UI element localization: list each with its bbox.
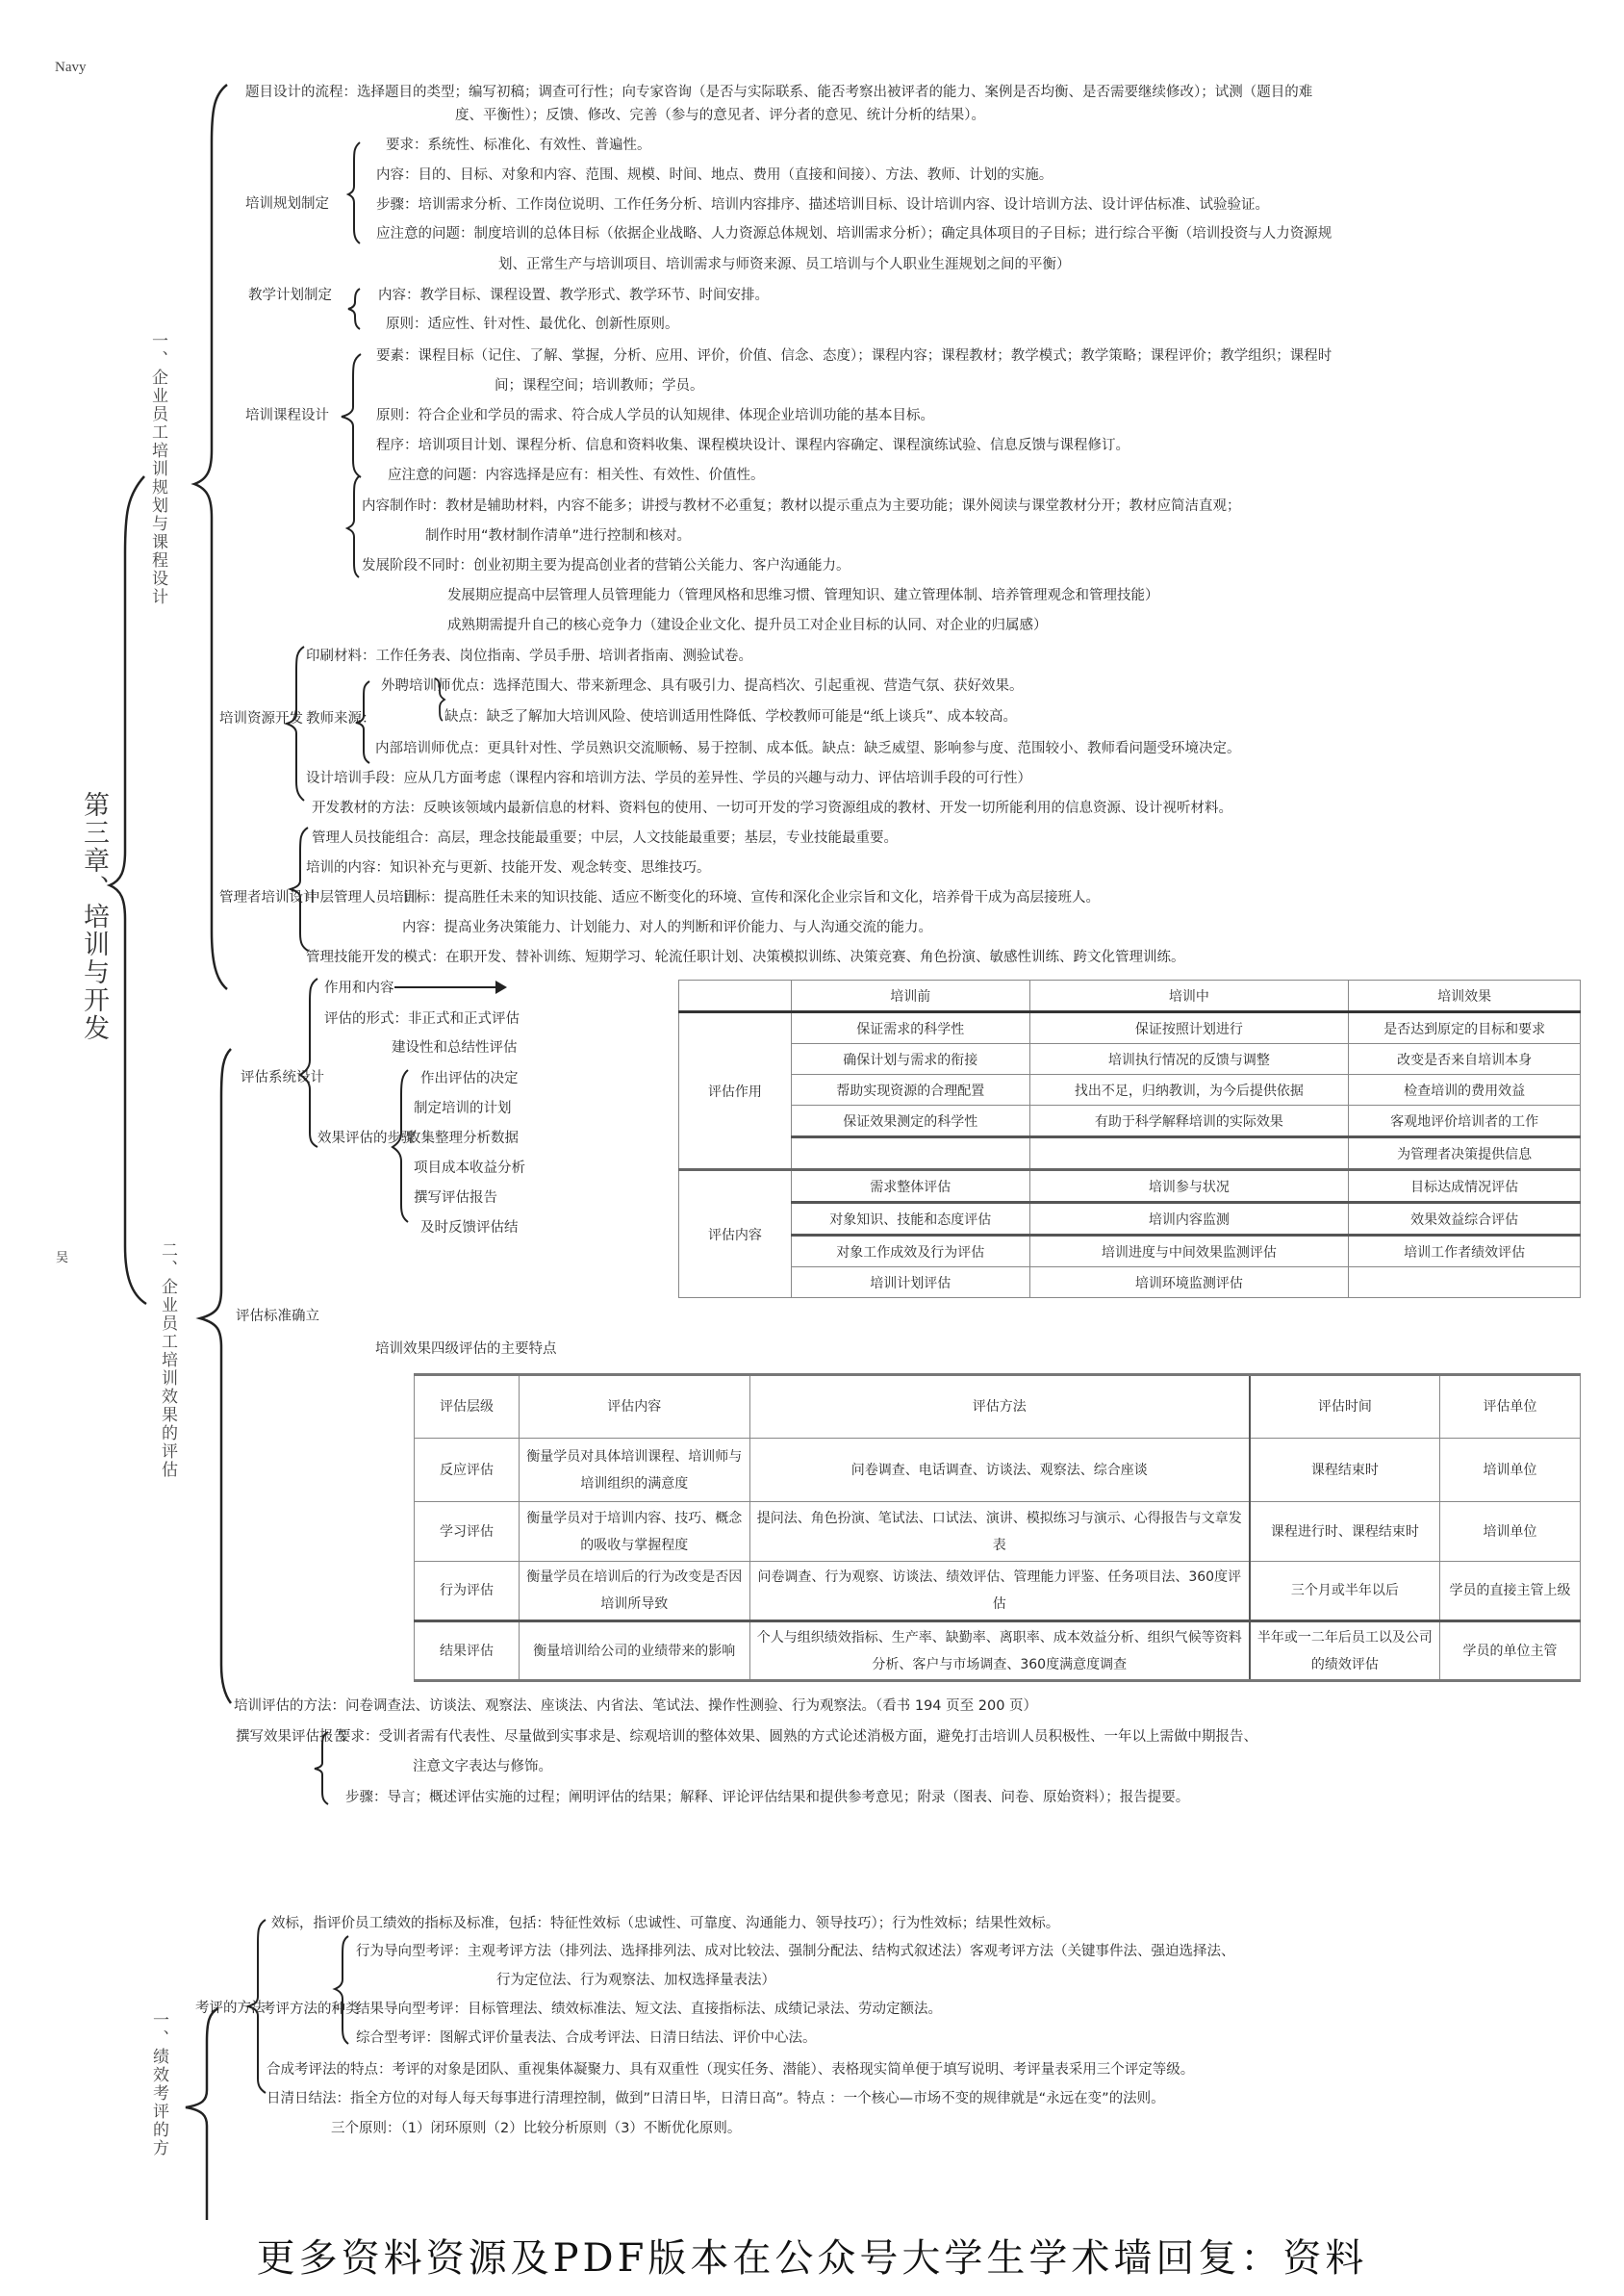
course-procedure: 程序：培训项目计划、课程分析、信息和资料收集、课程模块设计、课程内容确定、课程演练试验、信息反馈与课程修订。 — [376, 438, 1129, 453]
table-cell: 有助于科学解释培训的实际效果 — [1029, 1106, 1349, 1137]
table-row — [679, 1137, 1581, 1170]
table-cell: 衡量学员在培训后的行为改变是否因培训所导致 — [519, 1562, 749, 1621]
table-header: 培训前 — [791, 981, 1029, 1012]
eval-step-2: 制定培训的计划 — [414, 1101, 512, 1116]
table-cell: 学习评估 — [415, 1502, 520, 1562]
course-design-label: 培训课程设计 — [245, 408, 329, 423]
resource-int-pros: 优点：更具针对性、学员熟识交流顺畅、易于控制、成本低。缺点：缺乏威望、影响参与度、范围较小、教师看问题受环境决定。 — [445, 741, 1241, 756]
table-cell: 培训环境监测评估 — [1029, 1267, 1349, 1298]
planning-issues-line1: 应注意的问题：制度培训的总体目标（依据企业战略、人力资源总体规划、培训需求分析）；确定具体项目的子目标；进行综合平衡（培训投资与人力资源规 — [376, 226, 1332, 242]
table-cell: 保证需求的科学性 — [791, 1012, 1029, 1044]
table-cell: 目标达成情况评估 — [1349, 1170, 1581, 1203]
composite-appraisal: 综合型考评：图解式评价量表法、合成考评法、日清日结法、评价中心法。 — [356, 2030, 817, 2046]
table-cell: 为管理者决策提供信息 — [1349, 1137, 1581, 1170]
table-cell: 衡量培训给公司的业绩带来的影响 — [519, 1621, 749, 1681]
table-cell: 三个月或半年以后 — [1250, 1562, 1440, 1621]
eval-methods: 培训评估的方法：问卷调查法、访谈法、观察法、座谈法、内省法、笔试法、操作性测验、行为观察法。（看书 194 页至 200 页） — [234, 1698, 1038, 1714]
table-row — [679, 1170, 1581, 1203]
appraisal-methods-label: 考评的方法 — [195, 2001, 266, 2016]
resource-teacher-source: 教师来源： — [306, 711, 376, 727]
chapter-title: 第三章、培训与开发 — [79, 791, 109, 1042]
table-cell — [791, 1137, 1029, 1170]
four-level-eval-table — [414, 1373, 1581, 1682]
table-header — [679, 981, 792, 1012]
table-row — [679, 1203, 1581, 1236]
eval-forms-line1: 评估的形式：非正式和正式评估 — [324, 1011, 520, 1027]
margin-mark: 吴 — [56, 1251, 69, 1265]
table-cell: 效果效益综合评估 — [1349, 1203, 1581, 1236]
table-cell: 对象工作成效及行为评估 — [791, 1236, 1029, 1267]
table-cell: 行为评估 — [415, 1562, 520, 1621]
course-elements-line1: 要素：课程目标（记住、了解、掌握，分析、应用、评价，价值、信念、态度）；课程内容；课程教材；教学模式；教学策略；课程评价；教学组织；课程时 — [376, 348, 1332, 364]
teaching-plan-principles: 原则：适应性、针对性、最优化、创新性原则。 — [386, 317, 679, 332]
table-cell: 学员的单位主管 — [1440, 1621, 1581, 1681]
planning-issues-line2: 划、正常生产与培训项目、培训需求与师资来源、员工培训与个人职业生涯规划之间的平衡） — [498, 257, 1071, 272]
table-cell: 需求整体评估 — [791, 1170, 1029, 1203]
table-row — [679, 1012, 1581, 1044]
table-cell: 客观地评价培训者的工作 — [1349, 1106, 1581, 1137]
course-issues: 应注意的问题：内容选择是应有：相关性、有效性、价值性。 — [388, 468, 765, 483]
arrow-to-table — [394, 986, 505, 988]
behavior-line1: 行为导向型考评：主观考评方法（排列法、选择排列法、成对比较法、强制分配法、结构式叙述法）客观考评方法（关键事件法、强迫选择法、 — [356, 1944, 1235, 1959]
table-row — [679, 1267, 1581, 1298]
table-cell: 帮助实现资源的合理配置 — [791, 1075, 1029, 1106]
resource-materials: 开发教材的方法：反映该领域内最新信息的材料、资料包的使用、一切可开发的学习资源组成的教材、开发一切所能利用的信息资源、设计视听材料。 — [312, 801, 1232, 816]
corner-label: Navy — [55, 60, 87, 75]
resource-ext-cons: 缺点：缺乏了解加大培训风险、使培训适用性降低、学校教师可能是“纸上谈兵”、成本较高。 — [444, 709, 1018, 725]
system-design-label: 评估系统设计 — [241, 1070, 324, 1085]
table-cell: 保证按照计划进行 — [1029, 1012, 1349, 1044]
eval-step-3: 收集整理分析数据 — [407, 1131, 519, 1146]
eval-step-1: 作出评估的决定 — [420, 1071, 519, 1086]
table-cell: 课程进行时、课程结束时 — [1250, 1502, 1440, 1562]
course-issues-brace — [349, 476, 363, 577]
table-header: 评估层级 — [415, 1375, 520, 1439]
resource-dev-label: 培训资源开发 — [219, 711, 303, 727]
table-row — [679, 1075, 1581, 1106]
planning-content: 内容：目的、目标、对象和内容、范围、规模、时间、地点、费用（直接和间接）、方法、教师、计划的实施。 — [376, 167, 1053, 183]
table-row — [415, 1502, 1581, 1562]
report-req-line1: 要求：受训者需有代表性、尽量做到实事求是、综观培训的整体效果、圆熟的方式论述消极方面，避免打击培训人员积极性、一年以上需做中期报告、 — [337, 1729, 1257, 1745]
system-design-brace — [300, 979, 319, 1147]
table-header: 评估单位 — [1440, 1375, 1581, 1439]
section1-title: 一、企业员工培训规划与课程设计 — [148, 332, 167, 606]
external-brace — [435, 678, 444, 721]
table-cell: 培训进度与中间效果监测评估 — [1029, 1236, 1349, 1267]
table-header: 评估内容 — [519, 1375, 749, 1439]
table-cell: 反应评估 — [415, 1439, 520, 1502]
planning-steps: 步骤：培训需求分析、工作岗位说明、工作任务分析、培训内容排序、描述培训目标、设计培训内容、设计培训方法、设计评估标准、试验验证。 — [376, 197, 1269, 213]
course-production-line2: 制作时用“教材制作清单”进行控制和核对。 — [425, 528, 692, 544]
standard-caption: 培训效果四级评估的主要特点 — [375, 1341, 557, 1357]
manager-content: 培训的内容：知识补充与更新、技能开发、观念转变、思维技巧。 — [306, 860, 711, 876]
report-steps: 步骤：导言；概述评估实施的过程；阐明评估的结果；解释、评论评估结果和提供参考意见；附录（图表、问卷、原始资料）；报告提要。 — [345, 1790, 1190, 1805]
section1-brace — [190, 85, 229, 989]
topic-design-line2: 度、平衡性）；反馈、修改、完善（参与的意见者、评分者的意见、统计分析的结果）。 — [455, 108, 985, 123]
section2-title: 二、企业员工培训效果的评估 — [158, 1241, 177, 1479]
section3-brace — [186, 2008, 220, 2220]
role-content-label: 作用和内容 — [324, 981, 394, 996]
eval-forms-line2: 建设性和总结性评估 — [392, 1040, 518, 1056]
synthetic-features: 合成考评法的特点：考评的对象是团队、重视集体凝聚力、具有双重性（现实任务、潜能）、表格现实简单便于填写说明、考评量表采用三个评定等级。 — [266, 2062, 1195, 2078]
manager-modes: 管理技能开发的模式：在职开发、替补训练、短期学习、轮流任职计划、决策模拟训练、决策竞赛、角色扮演、敏感性训练、跨文化管理训练。 — [306, 950, 1185, 965]
daily-clear-method: 日清日结法：指全方位的对每人每天每事进行清理控制，做到”日清日毕，日清日高”。特点 ：一个核心—市场不变的规律就是“永远在变”的法则。 — [266, 2091, 1165, 2106]
footer-banner: 更多资料资源及PDF版本在公众号大学生学术墙回复：资料 — [256, 2236, 1368, 2281]
three-principles: 三个原则：（1）闭环原则（2）比较分析原则（3）不断优化原则。 — [331, 2121, 742, 2136]
table-row — [415, 1439, 1581, 1502]
eval-step-4: 项目成本收益分析 — [414, 1161, 525, 1176]
course-stage1: 发展阶段不同时：创业初期主要为提高创业者的营销公关能力、客户沟通能力。 — [362, 558, 850, 574]
resource-ext-pros: 优点：选择范围大、带来新理念、具有吸引力、提高档次、引起重视、营造气氛、获好效果。 — [451, 678, 1024, 694]
teaching-plan-label: 教学计划制定 — [248, 288, 332, 303]
table-header: 培训中 — [1029, 981, 1349, 1012]
table-cell: 个人与组织绩效指标、生产率、缺勤率、离职率、成本效益分析、组织气候等资料分析、客户与市场调查、360度满意度调查 — [749, 1621, 1250, 1681]
manager-middle-content: 内容：提高业务决策能力、计划能力、对人的判断和评价能力、与人沟通交流的能力。 — [402, 920, 932, 935]
table-cell: 课程结束时 — [1250, 1439, 1440, 1502]
table-cell: 结果评估 — [415, 1621, 520, 1681]
resource-dev-brace — [287, 647, 306, 801]
resource-printed: 印刷材料：工作任务表、岗位指南、学员手册、培训者指南、测验试卷。 — [306, 649, 752, 664]
table-cell: 培训单位 — [1440, 1502, 1581, 1562]
table-cell: 是否达到原定的目标和要求 — [1349, 1012, 1581, 1044]
table-cell: 培训单位 — [1440, 1439, 1581, 1502]
course-principles: 原则：符合企业和学员的需求、符合成人学员的认知规律、体现企业培训功能的基本目标。 — [376, 408, 934, 423]
section2-brace — [200, 1049, 233, 1703]
course-production-line1: 内容制作时：教材是辅助材料，内容不能多；讲授与教材不必重复；教材以提示重点为主要功能；课外阅读与课堂教材分开；教材应简洁直观； — [362, 498, 1241, 514]
table-cell: 问卷调查、电话调查、访谈法、观察法、综合座谈 — [749, 1439, 1250, 1502]
eval-step-5: 撰写评估报告 — [414, 1190, 497, 1206]
eval-role-content-table — [678, 980, 1581, 1298]
appraisal-indicators: 效标，指评价员工绩效的指标及标准，包括：特征性效标（忠诚性、可靠度、沟通能力、领导技巧）；行为性效标；结果性效标。 — [271, 1916, 1060, 1931]
topic-design-line1: 题目设计的流程：选择题目的类型；编写初稿；调查可行性；向专家咨询（是否与实际联系、能否考察出被评者的能力、案例是否均衡、是否需要继续修改）；试测（题目的难 — [245, 85, 1313, 100]
table-header: 评估方法 — [749, 1375, 1250, 1439]
course-design-brace — [342, 354, 363, 477]
manager-middle-goal: 目标：提高胜任未来的知识技能、适应不断变化的环境、宣传和深化企业宗旨和文化，培养骨干成为高层接班人。 — [402, 890, 1100, 906]
course-elements-line2: 间；课程空间；培训教师；学员。 — [495, 378, 704, 394]
table-cell: 改变是否来自培训本身 — [1349, 1044, 1581, 1075]
table-header: 评估时间 — [1250, 1375, 1440, 1439]
table-cell: 培训参与状况 — [1029, 1170, 1349, 1203]
eval-step-6: 及时反馈评估结 — [420, 1220, 519, 1236]
section3-title: 一、绩效考评的方 — [149, 2011, 168, 2157]
resource-internal: 内部培训师 — [375, 741, 445, 756]
table-cell: 学员的直接主管上级 — [1440, 1562, 1581, 1621]
planning-brace — [348, 142, 362, 243]
resource-external: 外聘培训师 — [381, 678, 451, 694]
table-cell: 半年或一二年后员工以及公司的绩效评估 — [1250, 1621, 1440, 1681]
table-row — [415, 1621, 1581, 1681]
table-header: 培训效果 — [1349, 981, 1581, 1012]
table-row — [679, 1236, 1581, 1267]
standard-label: 评估标准确立 — [236, 1309, 319, 1324]
table-cell: 衡量学员对具体培训课程、培训师与培训组织的满意度 — [519, 1439, 749, 1502]
report-req-line2: 注意文字表达与修饰。 — [413, 1759, 552, 1774]
teaching-plan-content: 内容：教学目标、课程设置、教学形式、教学环节、时间安排。 — [378, 288, 769, 303]
table-cell — [1029, 1137, 1349, 1170]
steps-label: 效果评估的步骤 — [317, 1131, 416, 1146]
table-row — [415, 1562, 1581, 1621]
table-cell: 确保计划与需求的衔接 — [791, 1044, 1029, 1075]
table-cell: 对象知识、技能和态度评估 — [791, 1203, 1029, 1236]
report-brace — [315, 1732, 330, 1804]
report-label: 撰写效果评估报告 — [236, 1729, 347, 1745]
table-cell: 问卷调查、行为观察、访谈法、绩效评估、管理能力评鉴、任务项目法、360度评估 — [749, 1562, 1250, 1621]
manager-training-label: 管理者培训设计 — [219, 890, 317, 906]
manager-skills: 管理人员技能组合：高层，理念技能最重要；中层，人文技能最重要；基层，专业技能最重要。 — [312, 830, 898, 846]
table-cell: 培训执行情况的反馈与调整 — [1029, 1044, 1349, 1075]
table-cell: 检查培训的费用效益 — [1349, 1075, 1581, 1106]
teaching-plan-brace — [348, 289, 362, 329]
table-cell: 培训计划评估 — [791, 1267, 1029, 1298]
manager-middle-label: 中层管理人员培训 — [306, 890, 418, 906]
table-cell — [1349, 1267, 1581, 1298]
table-cell: 保证效果测定的科学性 — [791, 1106, 1029, 1137]
row-group-label: 评估作用 — [679, 1012, 792, 1170]
appraisal-types-label: 考评方法的种类 — [262, 2002, 360, 2017]
chapter-brace — [108, 476, 146, 1304]
resource-means: 设计培训手段：应从几方面考虑（课程内容和培训方法、学员的差异性、学员的兴趣与动力、评估培训手段的可行性） — [306, 771, 1031, 786]
behavior-line2: 行为定位法、行为观察法、加权选择量表法） — [496, 1973, 775, 1988]
table-row — [679, 1044, 1581, 1075]
result-oriented: 结果导向型考评：目标管理法、绩效标准法、短文法、直接指标法、成绩记录法、劳动定额法。 — [356, 2002, 942, 2017]
course-stage3: 成熟期需提升自己的核心竞争力（建设企业文化、提升员工对企业目标的认同、对企业的归属感） — [447, 618, 1048, 633]
table-cell: 培训工作者绩效评估 — [1349, 1236, 1581, 1267]
teacher-source-brace — [356, 681, 371, 763]
table-cell: 培训内容监测 — [1029, 1203, 1349, 1236]
planning-label: 培训规划制定 — [245, 196, 329, 212]
course-stage2: 发展期应提高中层管理人员管理能力（管理风格和思维习惯、管理知识、建立管理体制、培养管理观念和管理技能） — [447, 588, 1159, 603]
planning-requirements: 要求：系统性、标准化、有效性、普遍性。 — [386, 138, 651, 153]
row-group-label: 评估内容 — [679, 1170, 792, 1298]
table-cell: 衡量学员对于培训内容、技巧、概念的吸收与掌握程度 — [519, 1502, 749, 1562]
table-row — [679, 1106, 1581, 1137]
appraisal-types-brace — [335, 1936, 350, 2044]
table-cell: 提问法、角色扮演、笔试法、口试法、演讲、模拟练习与演示、心得报告与文章发表 — [749, 1502, 1250, 1562]
table-cell: 找出不足，归纳教训，为今后提供依据 — [1029, 1075, 1349, 1106]
